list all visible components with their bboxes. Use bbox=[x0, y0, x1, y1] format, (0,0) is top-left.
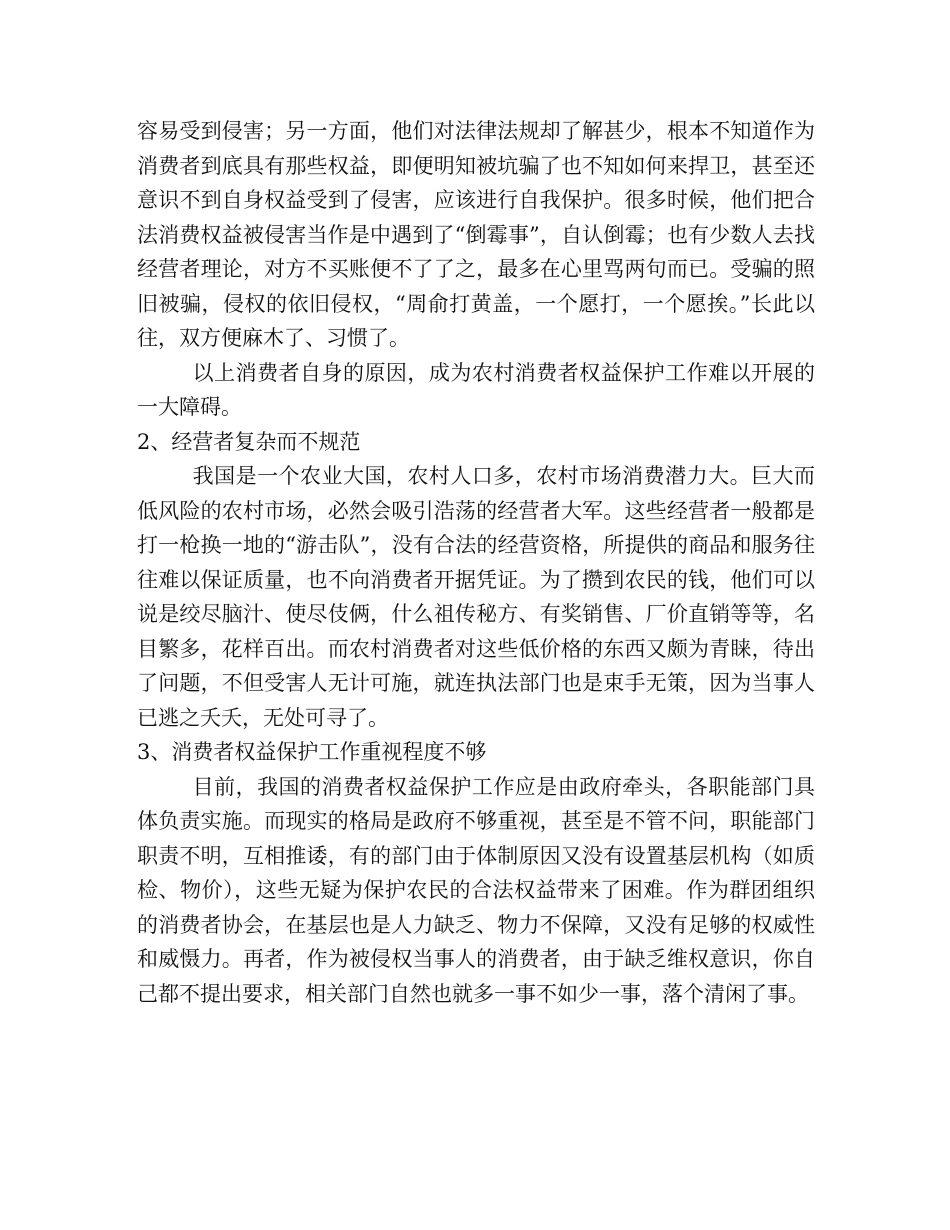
section-heading-3: 3、消费者权益保护工作重视程度不够 bbox=[137, 740, 487, 764]
paragraph-protection-work: 目前，我国的消费者权益保护工作应是由政府牵头，各职能部门具体负责实施。而现实的格局是政府不够重视，甚至是不管不问，职能部门职责不明，互相推诿，有的部门由于体制原因又没有设置基层机构（如质检、物价），这些无疑为保护农民的合法权益带来了困难。作为群团组织的消费者协会，在基层也是人力缺乏、物力不保障，又没有足够的权威性和威慑力。再者，作为被侵权当事人的消费者，由于缺乏维权意识，你自己都不提出要求，相关部门自然也就多一事不如少一事，落个清闲了事。 bbox=[137, 774, 815, 1006]
paragraph-consumer-awareness: 容易受到侵害；另一方面，他们对法律法规却了解甚少，根本不知道作为消费者到底具有那些权益，即便明知被坑骗了也不知如何来捍卫，甚至还意识不到自身权益受到了侵害，应该进行自我保护。很多时候，他们把合法消费权益被侵害当作是中遇到了“倒霉事”，自认倒霉；也有少数人去找经营者理论，对方不买账便不了了之，最多在心里骂两句而已。受骗的照旧被骗，侵权的依旧侵权，“周俞打黄盖，一个愿打，一个愿挨。”长此以往，双方便麻木了、习惯了。 bbox=[137, 119, 815, 350]
paragraph-summary: 以上消费者自身的原因，成为农村消费者权益保护工作难以开展的一大障碍。 bbox=[137, 360, 815, 419]
section-heading-2: 2、经营者复杂而不规范 bbox=[137, 429, 361, 454]
paragraph-operators: 我国是一个农业大国，农村人口多，农村市场消费潜力大。巨大而低风险的农村市场，必然会吸引浩荡的经营者大军。这些经营者一般都是打一枪换一地的“游击队”，没有合法的经营资格，所提供的商品和服务往往难以保证质量，也不向消费者开据凭证。为了攒到农民的钱，他们可以说是绞尽脑汁、使尽伎俩，什么祖传秘方、有奖销售、厂价直销等等，名目繁多，花样百出。而农村消费者对这些低价格的东西又颇为青睐，待出了问题，不但受害人无计可施，就连执法部门也是束手无策，因为当事人已逃之夭夭，无处可寻了。 bbox=[137, 464, 815, 730]
document-page bbox=[137, 114, 815, 1011]
